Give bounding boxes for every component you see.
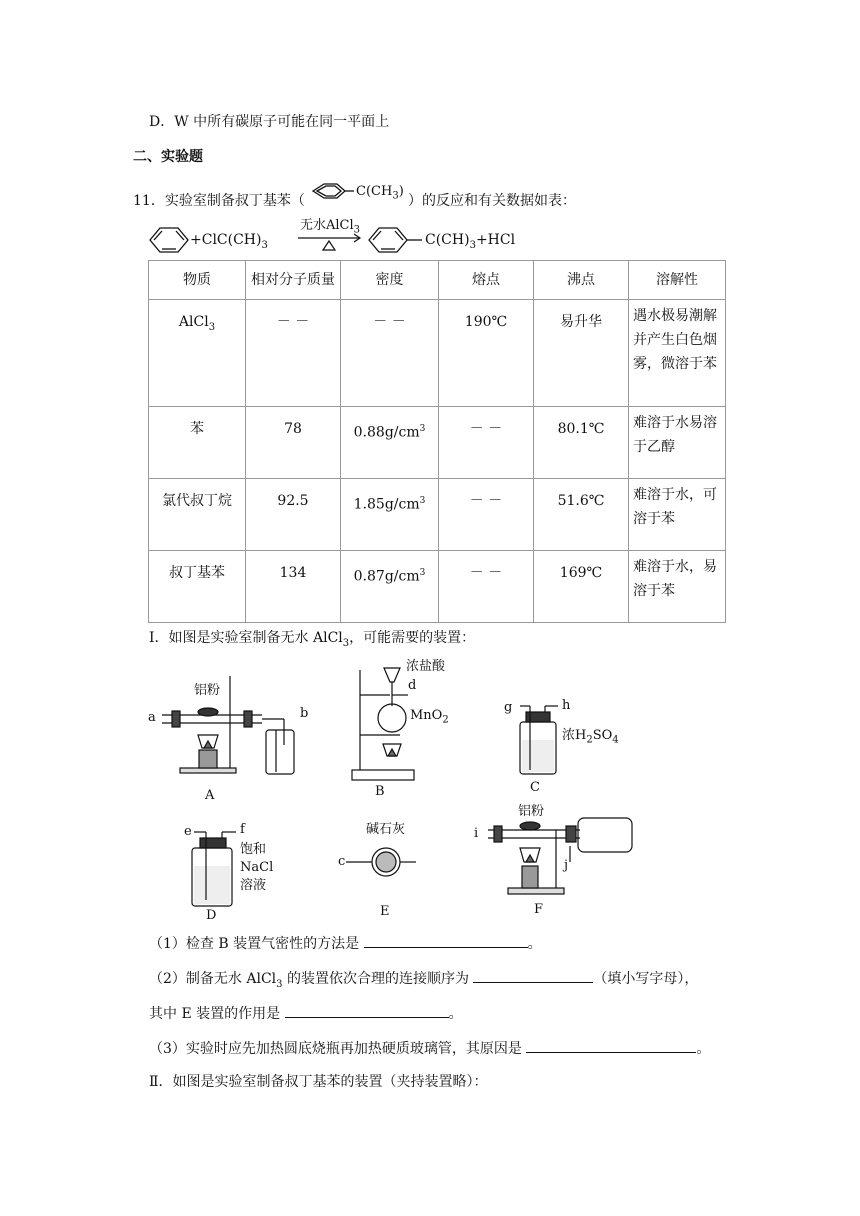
apparatus-b-drawing bbox=[352, 668, 417, 780]
apparatus-d-reagent1: 饱和 bbox=[240, 842, 267, 857]
cell-mass: － － bbox=[246, 300, 341, 407]
cell-name: 叔丁基苯 bbox=[149, 551, 246, 623]
apparatus-c-drawing bbox=[520, 706, 558, 774]
apparatus-f-port2: j bbox=[564, 858, 569, 873]
apparatus-e-drawing bbox=[346, 848, 416, 876]
cell-density: $1.85g/cm^3$ bbox=[341, 479, 439, 551]
apparatus-f-port1: i bbox=[474, 826, 479, 841]
cell-name: 氯代叔丁烷 bbox=[149, 479, 246, 551]
question-2: （2）制备无水 AlCl$_3$ 的装置依次合理的连接顺序为 （填小写字母）， bbox=[149, 968, 698, 995]
cell-mp: － － bbox=[439, 479, 534, 551]
q11-intro-formula: $C(CH_3)$ bbox=[356, 184, 404, 202]
apparatus-d-label: D bbox=[206, 908, 217, 923]
reaction-product: $C(CH)_3+HCl$ bbox=[425, 232, 516, 251]
reaction-reagent: $+ClC(CH)_3$ bbox=[190, 232, 268, 251]
answer-blank[interactable] bbox=[526, 1038, 696, 1053]
cell-bp: 169℃ bbox=[534, 551, 629, 623]
part2-intro: Ⅱ．如图是实验室制备叔丁基苯的装置（夹持装置略）： bbox=[149, 1074, 488, 1090]
q11-intro-before: 11．实验室制备叔丁基苯（ bbox=[133, 193, 305, 209]
apparatus-e-port: c bbox=[338, 854, 346, 869]
apparatus-a-drawing bbox=[162, 676, 294, 774]
apparatus-b-port: d bbox=[408, 678, 417, 693]
q11-intro-after: ）的反应和有关数据如表： bbox=[408, 193, 576, 209]
apparatus-e-reagent: 碱石灰 bbox=[366, 822, 406, 837]
cell-density: $0.87g/cm^3$ bbox=[341, 551, 439, 623]
cell-mass: 134 bbox=[246, 551, 341, 623]
cell-density: － － bbox=[341, 300, 439, 407]
cell-solubility: 难溶于水易溶于乙醇 bbox=[629, 407, 726, 479]
cell-bp: 80.1℃ bbox=[534, 407, 629, 479]
apparatus-d-reagent3: 溶液 bbox=[240, 878, 267, 893]
cell-mp: 190℃ bbox=[439, 300, 534, 407]
apparatus-f-reagent: 铝粉 bbox=[518, 804, 545, 819]
cell-mp: － － bbox=[439, 551, 534, 623]
question-1: （1）检查 B 装置气密性的方法是 。 bbox=[149, 933, 542, 954]
question-2-cont: 其中 E 装置的作用是 。 bbox=[149, 1003, 463, 1024]
cell-mass: 92.5 bbox=[246, 479, 341, 551]
apparatus-f-drawing bbox=[488, 818, 632, 894]
header-cell: 物质 bbox=[149, 261, 246, 300]
cell-name: 苯 bbox=[149, 407, 246, 479]
header-cell: 熔点 bbox=[439, 261, 534, 300]
cell-solubility: 难溶于水，可溶于苯 bbox=[629, 479, 726, 551]
cell-solubility: 遇水极易潮解并产生白色烟雾，微溶于苯 bbox=[629, 300, 726, 407]
apparatus-b-reagent1: 浓盐酸 bbox=[406, 659, 446, 674]
cell-mp: － － bbox=[439, 407, 534, 479]
apparatus-c-port2: h bbox=[562, 698, 571, 713]
apparatus-a-port2: b bbox=[300, 706, 309, 721]
answer-blank[interactable] bbox=[285, 1003, 449, 1018]
apparatus-f-label: F bbox=[534, 902, 544, 917]
apparatus-b-reagent2: MnO$_2$ bbox=[410, 708, 449, 726]
cell-density: $0.88g/cm^3$ bbox=[341, 407, 439, 479]
cell-solubility: 难溶于水，易溶于苯 bbox=[629, 551, 726, 623]
apparatus-d-reagent2: NaCl bbox=[240, 860, 274, 875]
answer-blank[interactable] bbox=[364, 933, 528, 948]
apparatus-a-reagent: 铝粉 bbox=[194, 683, 221, 698]
answer-blank[interactable] bbox=[473, 968, 593, 983]
apparatus-d-port2: f bbox=[240, 822, 245, 837]
apparatus-a-label: A bbox=[205, 788, 215, 803]
question-3: （3）实验时应先加热圆底烧瓶再加热硬质玻璃管，其原因是 。 bbox=[149, 1038, 710, 1059]
cell-mass: 78 bbox=[246, 407, 341, 479]
reaction-catalyst: 无水AlCl$_3$ bbox=[300, 218, 361, 236]
apparatus-c-label: C bbox=[530, 780, 540, 795]
header-cell: 密度 bbox=[341, 261, 439, 300]
apparatus-d-drawing bbox=[192, 832, 236, 906]
header-cell: 溶解性 bbox=[629, 261, 726, 300]
apparatus-b-label: B bbox=[375, 784, 385, 799]
cell-name: AlCl$_3$ bbox=[149, 300, 246, 407]
section-title: 二、实验题 bbox=[133, 149, 203, 165]
apparatus-c-port1: g bbox=[504, 700, 513, 715]
apparatus-d-port1: e bbox=[184, 824, 192, 839]
cell-bp: 易升华 bbox=[534, 300, 629, 407]
part1-intro: Ⅰ．如图是实验室制备无水 AlCl$_3$，可能需要的装置： bbox=[149, 630, 476, 649]
header-cell: 相对分子质量 bbox=[246, 261, 341, 300]
apparatus-a-port1: a bbox=[148, 710, 156, 725]
apparatus-e-label: E bbox=[380, 904, 390, 919]
cell-bp: 51.6℃ bbox=[534, 479, 629, 551]
option-d: D．W 中所有碳原子可能在同一平面上 bbox=[149, 114, 390, 130]
header-cell: 沸点 bbox=[534, 261, 629, 300]
apparatus-c-reagent: 浓$H_2SO_4$ bbox=[562, 728, 619, 746]
